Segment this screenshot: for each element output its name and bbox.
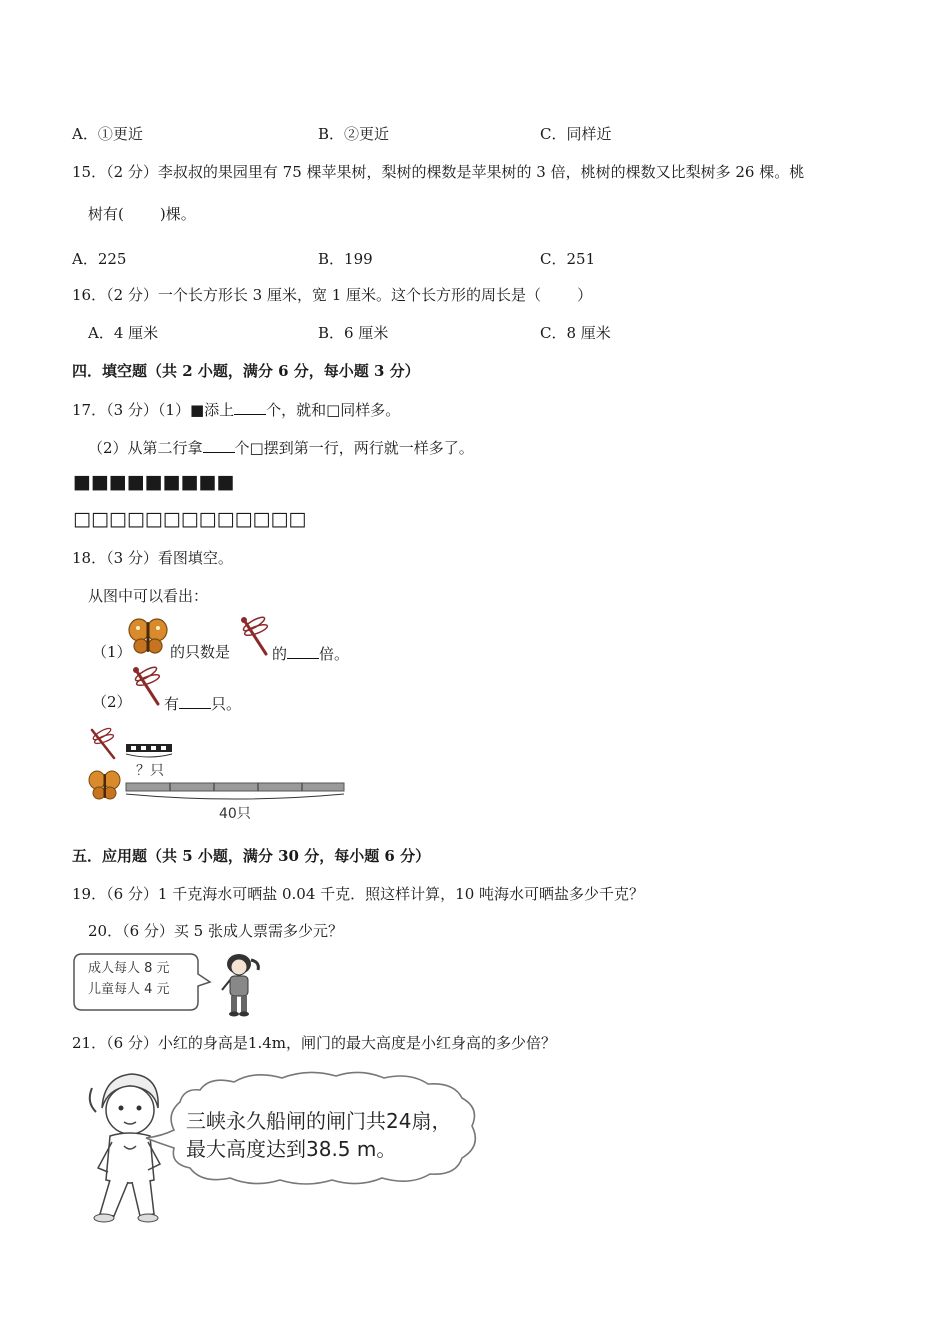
dragonfly-icon bbox=[92, 726, 115, 758]
q17-part1-b: 个，就和□同样多。 bbox=[266, 401, 401, 419]
q14-option-a: A．①更近 bbox=[72, 125, 143, 143]
dragonfly-bar bbox=[126, 744, 172, 752]
dragonfly-count-label: ？只 bbox=[136, 763, 164, 779]
ship-lock-line2: 最大高度达到38.5 m。 bbox=[186, 1137, 397, 1161]
butterfly-icon bbox=[128, 616, 168, 656]
q19-stem: 19．（6 分）1 千克海水可晒盐 0.04 千克．照这样计算，10 吨海水可晒盐多少千克？ bbox=[72, 885, 645, 903]
section-5-title: 五．应用题（共 5 小题，满分 30 分，每小题 6 分） bbox=[72, 847, 431, 865]
q18-part1-end-b: 倍。 bbox=[319, 645, 350, 663]
answer-blank bbox=[179, 692, 211, 709]
ship-lock-line1: 三峡永久船闸的闸门共24扇， bbox=[186, 1109, 452, 1133]
q17-part2 bbox=[88, 436, 474, 458]
q18-part2-b: 只。 bbox=[211, 695, 242, 713]
q17-part2-b: 个□摆到第一行，两行就一样多了。 bbox=[234, 439, 474, 457]
q21-stem: 21．（6 分）小红的身高是1.4m，闸门的最大高度是小红身高的多少倍？ bbox=[72, 1034, 556, 1052]
answer-blank bbox=[203, 436, 235, 453]
q18-part2-text bbox=[164, 692, 241, 714]
q16-option-a: A．4 厘米 bbox=[88, 324, 159, 342]
girl-figure-icon bbox=[90, 1074, 160, 1222]
q16-stem-text: 16．（2 分）一个长方形长 3 厘米，宽 1 厘米。这个长方形的周长是（ bbox=[72, 286, 542, 304]
girl-figure-icon bbox=[214, 952, 264, 1018]
section-4-title: 四．填空题（共 2 小题，满分 6 分，每小题 3 分） bbox=[72, 362, 420, 380]
q18-part1-end bbox=[272, 642, 349, 664]
q14-option-b: B．②更近 bbox=[318, 125, 390, 143]
q18-bar-diagram bbox=[88, 726, 350, 826]
butterfly-bar bbox=[126, 783, 344, 791]
q17-part1 bbox=[72, 398, 400, 420]
empty-squares-row: □□□□□□□□□□□□□ bbox=[73, 508, 307, 530]
q15-stem-line2 bbox=[88, 204, 196, 224]
child-price: 儿童每人 4 元 bbox=[88, 982, 170, 997]
adult-price: 成人每人 8 元 bbox=[88, 961, 170, 976]
filled-squares-row: ■■■■■■■■■ bbox=[73, 471, 235, 493]
q15-option-b: B．199 bbox=[318, 250, 373, 268]
q15-stem-part2: )棵。 bbox=[159, 205, 196, 223]
q15-option-a: A．225 bbox=[72, 250, 127, 268]
q16-option-b: B．6 厘米 bbox=[318, 324, 389, 342]
q17-part1-a: 17．（3 分）（1）■添上 bbox=[72, 401, 235, 419]
q15-stem-part1: 树有( bbox=[88, 205, 124, 223]
q18-part2-a: 有 bbox=[164, 695, 180, 713]
butterfly-icon bbox=[89, 771, 120, 799]
dragonfly-icon bbox=[128, 664, 164, 708]
q16-option-c: C．8 厘米 bbox=[540, 324, 611, 342]
q20-stem: 20．（6 分）买 5 张成人票需多少元？ bbox=[88, 922, 343, 940]
q18-part1-number: （1） bbox=[92, 643, 132, 661]
q14-option-c: C．同样近 bbox=[540, 125, 612, 143]
q17-part2-a: （2）从第二行拿 bbox=[88, 439, 203, 457]
q16-stem bbox=[72, 285, 592, 305]
q18-stem: 18．（3 分）看图填空。 bbox=[72, 549, 233, 567]
q15-stem-line1: 15．（2 分）李叔叔的果园里有 75 棵苹果树，梨树的棵数是苹果树的 3 倍，桃树的棵数又比梨树多 26 棵。桃 bbox=[72, 163, 805, 181]
q16-stem-end: ） bbox=[577, 286, 593, 304]
q15-option-c: C．251 bbox=[540, 250, 596, 268]
q18-part2-number: （2） bbox=[92, 693, 132, 711]
q18-part1-end-a: 的 bbox=[272, 645, 288, 663]
answer-blank bbox=[287, 642, 319, 659]
answer-blank bbox=[234, 398, 266, 415]
q18-intro: 从图中可以看出： bbox=[88, 587, 209, 605]
dragonfly-icon bbox=[236, 614, 272, 658]
butterfly-count-label: 40只 bbox=[219, 806, 251, 822]
q18-part1-middle: 的只数是 bbox=[170, 643, 231, 661]
